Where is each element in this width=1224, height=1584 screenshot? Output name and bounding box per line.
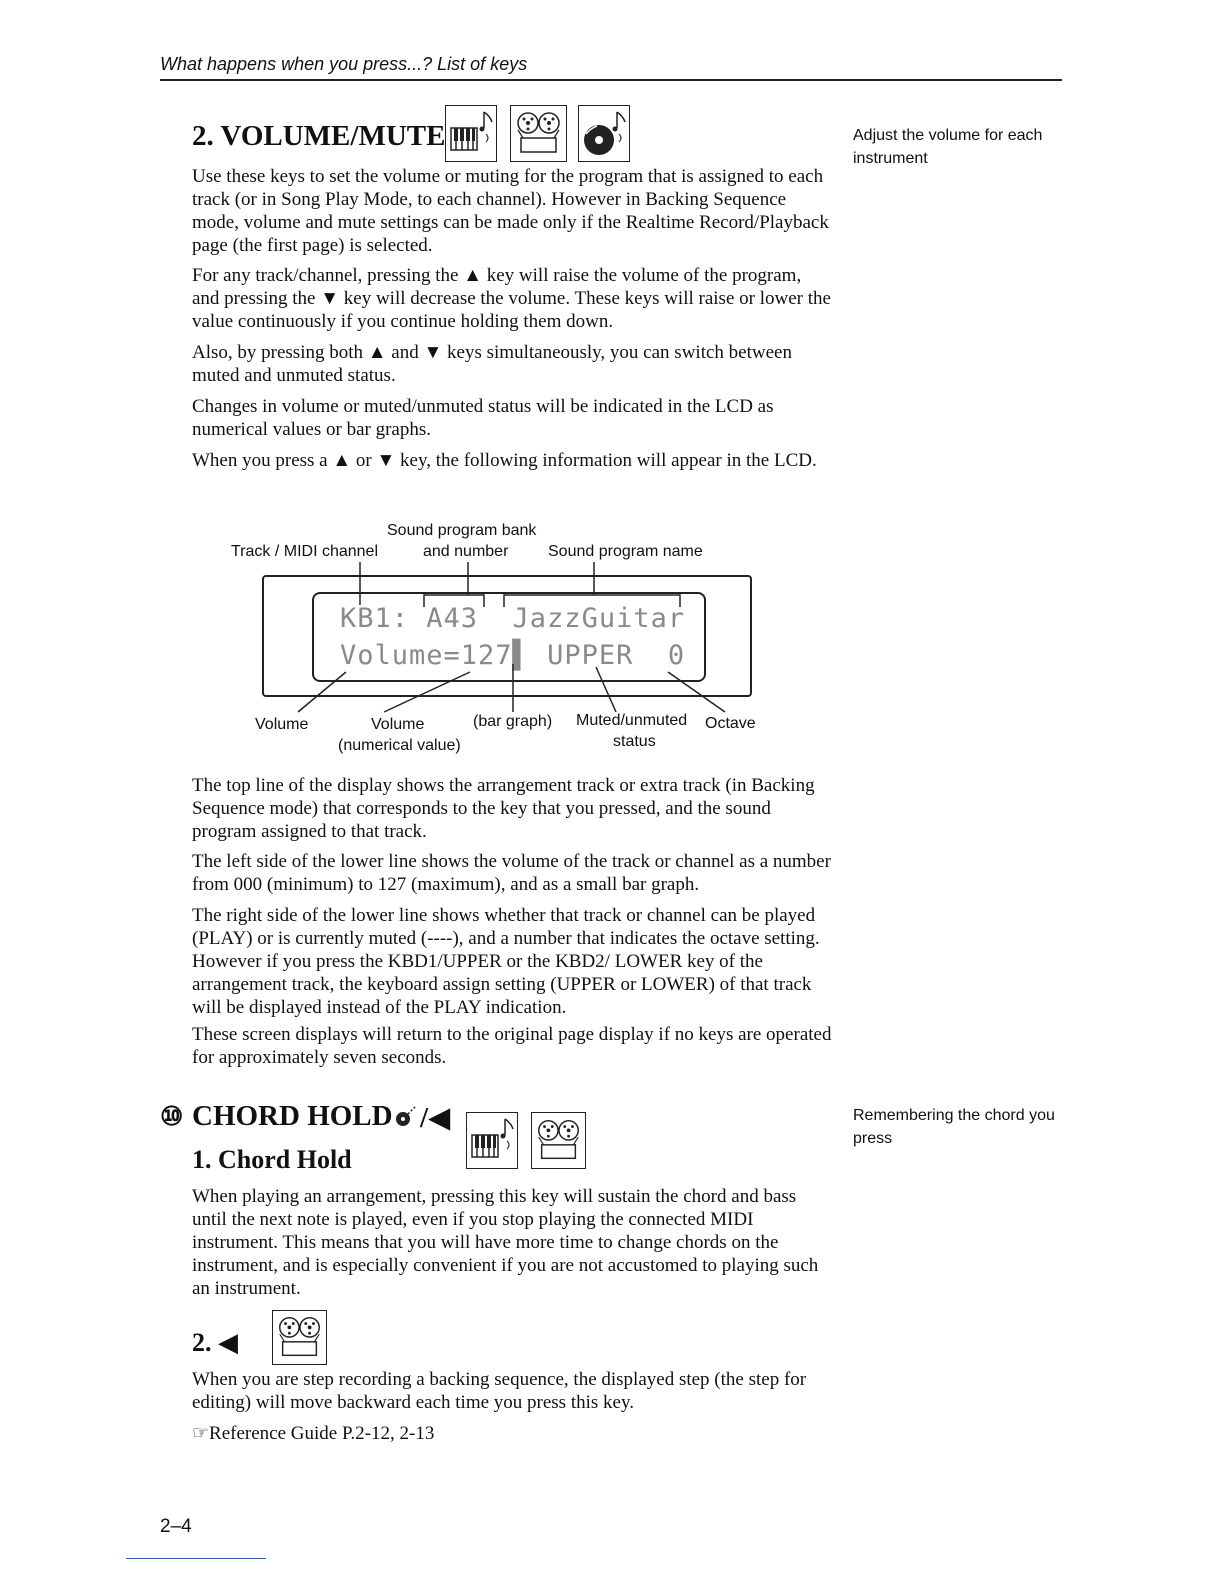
- step-back-text: When you are step recording a backing sequence, the displayed step (the step for editing) will move backward each time you press this key.: [192, 1369, 807, 1413]
- chord-hold-number: ⑩: [160, 1102, 184, 1131]
- volume-side-note: Adjust the volume for each instrument: [853, 127, 1043, 167]
- volume-paragraph-4: Changes in volume or muted/unmuted status will be indicated in the LCD as numerical values or bar graphs.: [192, 396, 774, 440]
- volume-paragraph-1: Use these keys to set the volume or muting for the program that is assigned to each track (or in Song Play Mode, to each channel). However in Backing Sequence mode, volume and mute settings can be made only if the Realtime Record/Playback page (the first page) is selected.: [192, 166, 829, 256]
- step-sequencer-reel-icon: [272, 1310, 327, 1365]
- lcd-line-2: Volume=127▌ UPPER 0: [340, 640, 686, 671]
- label-program-name: Sound program name: [548, 543, 703, 560]
- volume-after-3: The right side of the lower line shows whether that track or channel can be played (PLAY) or is currently muted (----), and a number that indicates the octave setting. However if you press the KBD1/UPPER or the KBD2/ LOWER key of the arrangement track, the keyboard assign setting (UPPER or LOWER) of that track will be displayed instead of the PLAY indication.: [192, 905, 820, 1018]
- label-bank-line2: and number: [423, 543, 509, 560]
- chord-hold-subheading: 1. Chord Hold: [192, 1145, 352, 1174]
- label-bar-graph: (bar graph): [473, 713, 553, 730]
- chord-keyboard-mode-icon: [466, 1112, 518, 1169]
- label-muted-2: status: [613, 733, 656, 750]
- chord-hold-heading: CHORD HOLD: [192, 1100, 393, 1132]
- label-octave: Octave: [705, 715, 756, 732]
- volume-after-1: The top line of the display shows the arrangement track or extra track (in Backing Sequence mode) that corresponds to the key that you pressed, and the sound program assigned to that track.: [192, 775, 815, 842]
- volume-after-4: These screen displays will return to the original page display if no keys are operated for approximately seven seconds.: [192, 1024, 832, 1068]
- reference-guide-link[interactable]: ☞Reference Guide P.2-12, 2-13: [192, 1423, 435, 1444]
- volume-paragraph-3: Also, by pressing both ▲ and ▼ keys simultaneously, you can switch between muted and unmuted status.: [192, 342, 792, 386]
- volume-after-2: The left side of the lower line shows the volume of the track or channel as a number from 000 (minimum) to 127 (maximum), and as a small bar graph.: [192, 851, 831, 895]
- chord-hold-heading-suffix: /◀: [420, 1102, 451, 1134]
- label-muted-1: Muted/unmuted: [576, 712, 688, 729]
- footer-rule: [126, 1558, 266, 1559]
- chord-side-note: Remembering the chord you press: [853, 1107, 1055, 1147]
- volume-mute-heading: 2. VOLUME/MUTE: [192, 120, 446, 152]
- volume-paragraph-5: When you press a ▲ or ▼ key, the following information will appear in the LCD.: [192, 450, 817, 471]
- volume-paragraph-2: For any track/channel, pressing the ▲ key will raise the volume of the program, and pressing the ▼ key will decrease the volume. These keys will raise or lower the value continuously if you continue holding them down.: [192, 265, 831, 332]
- chord-hold-symbol-icon: [394, 1104, 420, 1128]
- label-volume: Volume: [255, 716, 309, 733]
- lcd-line-1: KB1: A43 JazzGuitar: [340, 603, 686, 634]
- page-number: 2–4: [160, 1516, 192, 1537]
- label-volume-numerical-2: (numerical value): [338, 737, 461, 754]
- label-track-midi: Track / MIDI channel: [231, 543, 379, 560]
- label-bank-line1: Sound program bank: [387, 522, 537, 539]
- page-header: What happens when you press...? List of keys: [160, 54, 1062, 81]
- label-volume-numerical-1: Volume: [371, 716, 425, 733]
- chord-sequencer-reel-icon: [531, 1112, 586, 1169]
- step-back-subheading: 2. ◀: [192, 1328, 238, 1357]
- chord-hold-text: When playing an arrangement, pressing this key will sustain the chord and bass until the next note is played, even if you stop playing the connected MIDI instrument. This means that you will have more time to change chords on the instrument, and is especially convenient if you are not accustomed to playing such an instrument.: [192, 1186, 819, 1299]
